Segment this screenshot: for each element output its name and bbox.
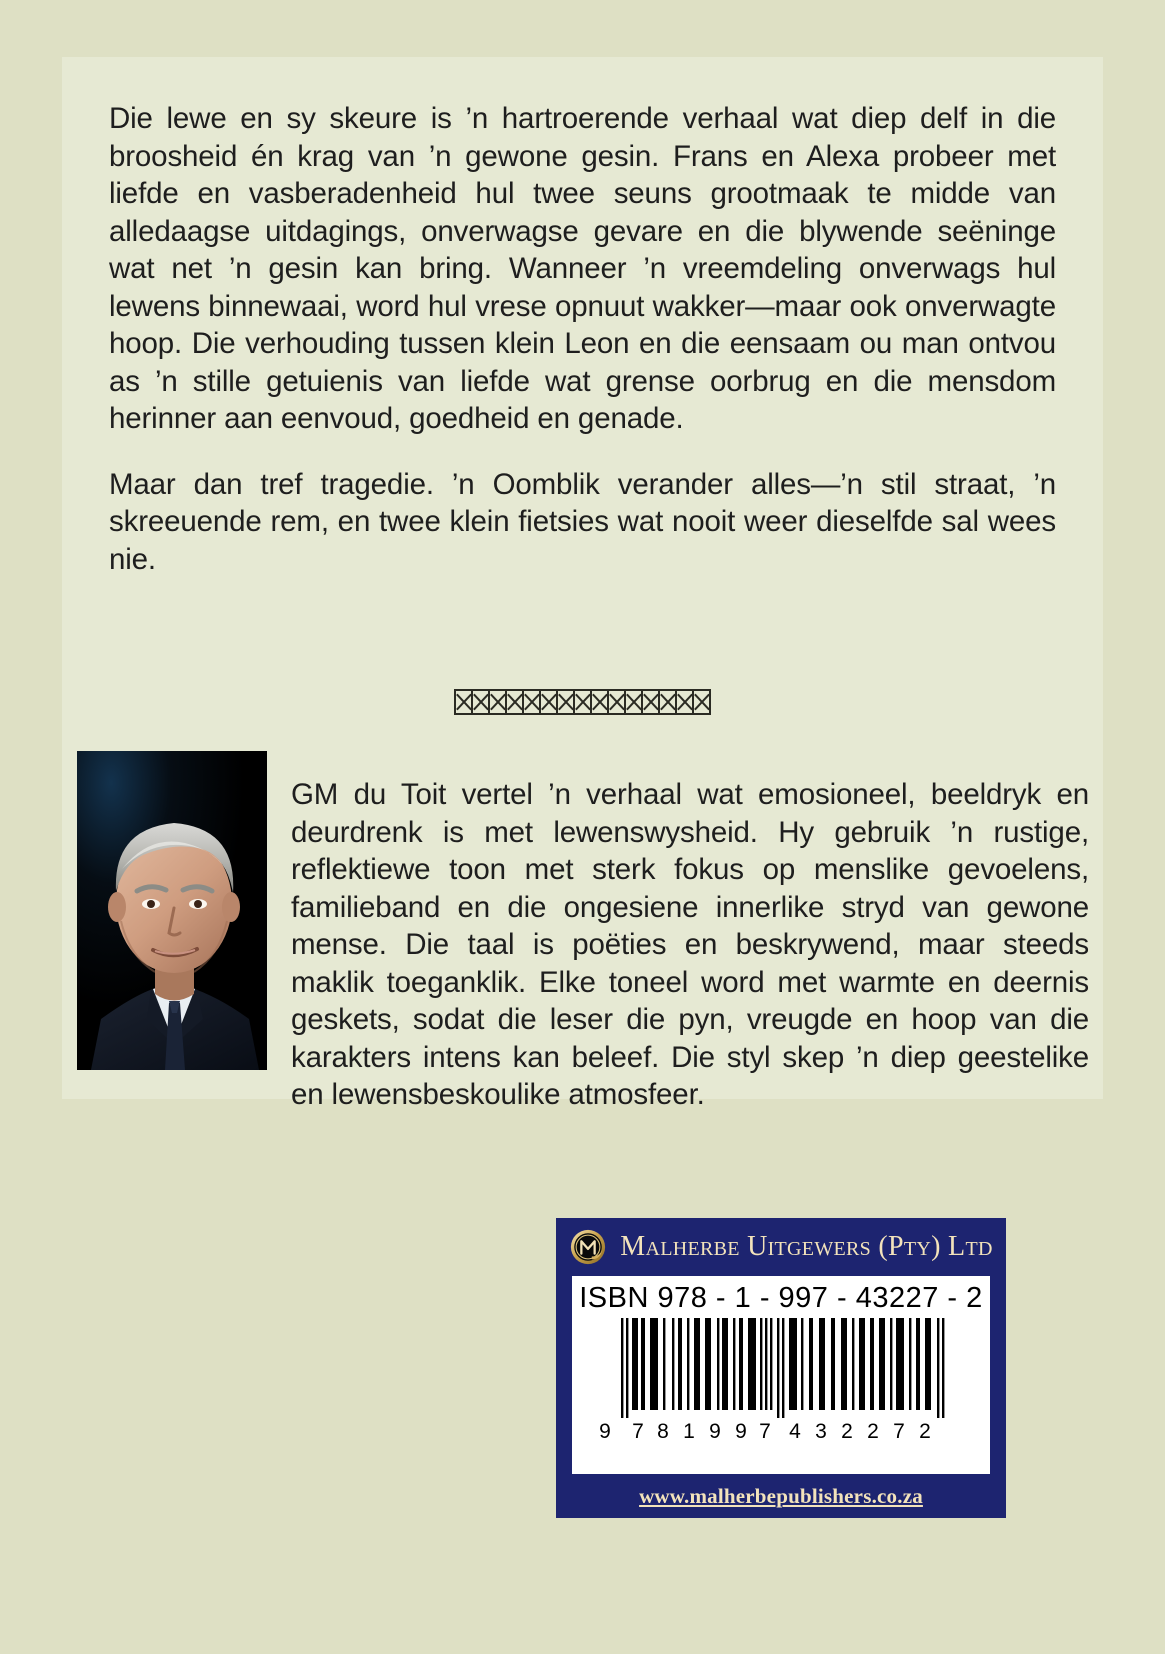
publisher-url-bar[interactable]	[556, 1474, 1006, 1518]
svg-text:8: 8	[657, 1420, 669, 1443]
publisher-name: Malherbe Uitgewers (Pty) Ltd	[620, 1231, 993, 1262]
svg-text:9: 9	[599, 1420, 611, 1443]
author-portrait-photo	[77, 751, 267, 1070]
svg-text:9: 9	[709, 1420, 721, 1443]
svg-text:2: 2	[841, 1420, 853, 1443]
back-cover-panel	[62, 57, 1103, 1111]
svg-text:7: 7	[893, 1420, 905, 1443]
publisher-barcode-block	[556, 1218, 1006, 1518]
isbn-text: ISBN 978 - 1 - 997 - 43227 - 2	[579, 1282, 983, 1314]
blurb-paragraph-2: Maar dan tref tragedie. ’n Oomblik verander alles—’n stil straat, ’n skreeuende rem, en twee klein fietsies wat nooit weer dieselfde sal wees nie.	[109, 467, 1056, 576]
svg-text:9: 9	[735, 1420, 747, 1443]
author-bio-text: GM du Toit vertel ’n verhaal wat emosioneel, beeldryk en deurdrenk is met lewenswysheid. Hy gebruik ’n rustige, reflektiewe toon met sterk fokus op menslike gevoelens, familieband en die ongesiene innerlike stryd van gewone mense. Die taal is poëties en beskrywend, maar steeds maklik toeganklik. Elke toneel word met warmte en deernis geskets, sodat die leser die pyn, vreugde en hoop van die karakters intens kan beleef. Die styl skep ’n diep geestelike en lewensbeskoulike atmosfeer.	[291, 778, 1089, 1111]
missing-glyph-box-icon	[692, 689, 711, 715]
blurb-paragraph-1: Die lewe en sy skeure is ’n hartroerende verhaal wat diep delf in die broosheid én krag van ’n gewone gesin. Frans en Alexa probeer met liefde en vasberadenheid hul twee seuns grootmaak te midde van alledaagse uitdagings, onverwagse gevare en die blywende seëninge wat net ’n gesin kan bring. Wanneer ’n vreemdeling onverwags hul lewens binnewaai, word hul vrese opnuut wakker—maar ook onverwagte hoop. Die verhouding tussen klein Leon en die eensaam ou man ontvou as ’n stille getuienis van liefde wat grense oorbrug en die mensdom herinner aan eenvoud, goedheid en genade.	[109, 102, 1056, 435]
svg-text:7: 7	[632, 1420, 644, 1443]
publisher-url-link[interactable]: www.malherbepublishers.co.za	[639, 1483, 923, 1508]
author-section	[77, 751, 1089, 1114]
malherbe-monogram-icon	[569, 1228, 607, 1266]
svg-text:2: 2	[867, 1420, 879, 1443]
svg-text:7: 7	[759, 1420, 771, 1443]
missing-glyph-run	[455, 689, 710, 719]
publisher-bar	[556, 1218, 1006, 1276]
decorative-divider	[62, 689, 1103, 719]
barcode-area	[572, 1276, 990, 1474]
svg-text:2: 2	[919, 1420, 931, 1443]
ean13-barcode	[593, 1318, 969, 1444]
svg-text:3: 3	[815, 1420, 827, 1443]
svg-text:4: 4	[789, 1420, 801, 1443]
svg-text:1: 1	[683, 1420, 695, 1443]
blurb-section	[109, 100, 1056, 578]
